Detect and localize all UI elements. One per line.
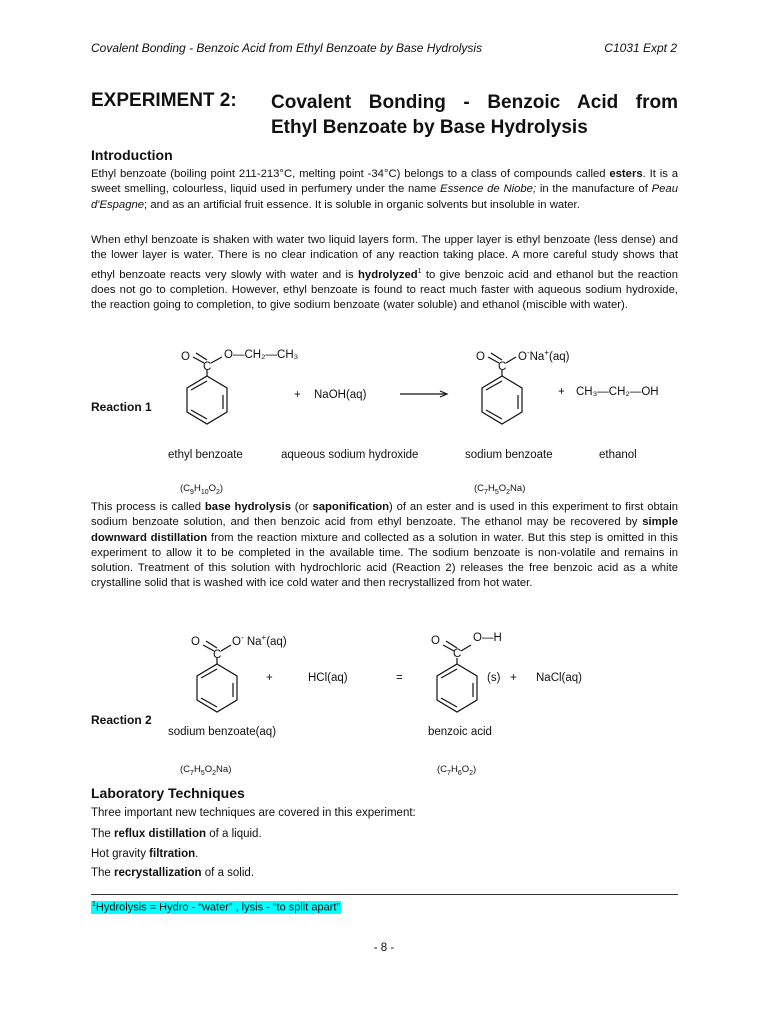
salt2-sodium: Na	[246, 635, 262, 648]
technique-reflux	[91, 828, 262, 840]
t3-pre: The	[91, 867, 115, 879]
f1-c: C	[183, 483, 191, 494]
technique-recrystallization	[91, 867, 254, 879]
ester-carbon: C	[203, 361, 212, 373]
formula-sodium-benzoate: $(C_7H_5O_2Na)$	[474, 483, 526, 496]
f3-o: O	[204, 764, 213, 775]
f4-c: C	[440, 764, 448, 775]
f2-c: C	[477, 483, 485, 494]
p3-bold-distillation: simple downward distillation	[91, 516, 678, 544]
f3-n1: 7	[190, 769, 194, 777]
lab-techniques-heading: Laboratory Techniques	[91, 785, 245, 801]
salt-aq: (aq)	[549, 350, 570, 363]
experiment-title-line2: Ethyl Benzoate by Base Hydrolysis	[271, 117, 588, 138]
t3-bold: recrystallization	[114, 867, 202, 879]
saponification-paragraph	[91, 500, 678, 592]
salt2-oxygen: O	[232, 635, 241, 648]
ester-carbonyl-o: O	[181, 351, 190, 363]
name-aqueous-sodium-hydroxide: aqueous sodium hydroxide	[281, 449, 419, 461]
product-ethanol-formula: CH₃—CH₂—OH	[576, 386, 659, 398]
f3-n2: 5	[200, 769, 205, 777]
reaction1-plus-1: +	[294, 389, 301, 401]
page-number: - 8 -	[373, 942, 395, 954]
acid-hydroxyl-group: O—H	[473, 632, 502, 644]
f3-n3: 2	[212, 769, 217, 777]
reaction1-plus-2: +	[558, 386, 565, 398]
p1-text-g: ; and as an artificial fruit essence. It is soluble in organic solvents but insoluble in water.	[144, 198, 580, 211]
f3-na: Na	[216, 764, 229, 775]
t2-post: .	[195, 848, 199, 860]
t2-pre: Hot gravity	[91, 848, 150, 860]
f4-o: O	[461, 764, 470, 775]
t2-bold: filtration	[149, 848, 196, 860]
reaction2-plus-1: +	[266, 672, 273, 684]
salt2-carbonyl-o: O	[191, 636, 200, 648]
salt-carbon: C	[498, 361, 507, 373]
reagent-naoh: NaOH(aq)	[314, 389, 367, 401]
salt-carbonyl-o: O	[476, 351, 485, 363]
p1-italic-peau: Peau d'Espagne	[91, 183, 678, 211]
f1-n1: 9	[190, 488, 194, 496]
name-sodium-benzoate-aq: sodium benzoate(aq)	[168, 726, 277, 738]
experiment-label: EXPERIMENT 2:	[91, 90, 237, 111]
name-ethanol: ethanol	[599, 449, 637, 461]
reaction2-plus-2: +	[510, 672, 517, 684]
p1-text-a: Ethyl benzoate (boiling point 211-213°C, melting point -34°C) belongs to a class of compounds called	[91, 168, 610, 180]
name-benzoic-acid: benzoic acid	[428, 726, 492, 738]
p1-text-e: in the manufacture of	[536, 183, 652, 196]
salt-negative-charge: -	[526, 348, 530, 357]
salt-positive-charge: +	[544, 348, 549, 357]
solid-state-label: (s)	[487, 672, 501, 684]
f1-n2: 10	[200, 488, 209, 496]
product-nacl: NaCl(aq)	[536, 672, 583, 684]
formula-ethyl-benzoate: $(C_9H_{10}O_2)$	[180, 483, 224, 496]
salt2-anion-group	[232, 633, 287, 648]
f2-na: Na	[510, 483, 523, 494]
p3-bold-saponification: saponification	[312, 501, 390, 513]
t1-bold: reflux distillation	[114, 828, 207, 840]
running-header-title: Covalent Bonding - Benzoic Acid from Ethyl Benzoate by Base Hydrolysis	[91, 41, 483, 55]
p1-bold-esters: esters	[609, 168, 643, 180]
f4-h: H	[450, 764, 458, 775]
f1-n3: 2	[216, 488, 220, 496]
lab-techniques-intro: Three important new techniques are covered in this experiment:	[91, 807, 416, 819]
f2-n3: 2	[506, 488, 511, 496]
f3-h: H	[193, 764, 201, 775]
ester-alkoxy-group: O—CH₂—CH₃	[224, 349, 299, 361]
salt2-negative-charge: -	[240, 633, 244, 642]
p2-text-a: When ethyl benzoate is shaken with water two liquid layers form. The upper layer is ethyl benzoate (less dense) and the lower layer is water. There is no clear indication of any reaction taking place. A more careful study shows that ethyl benzoate reacts very slowly with water and is	[91, 234, 678, 281]
p2-bold-hydrolyzed: hydrolyzed	[358, 268, 418, 281]
experiment-title-line1: Covalent Bonding - Benzoic Acid from	[271, 92, 678, 113]
f4-n2: 6	[457, 769, 462, 777]
salt-sodium: Na	[529, 350, 545, 363]
footnote-separator	[91, 894, 678, 895]
reagent-hcl: HCl(aq)	[308, 672, 348, 684]
p3-text-e: ) of an ester and is used in this experiment to first obtain sodium benzoate solution, and then benzoic acid from ethyl benzoate. The ethanol may be recovered by	[91, 501, 678, 529]
f4-n1: 7	[447, 769, 451, 777]
footnote	[91, 901, 341, 914]
salt2-aq: (aq)	[266, 635, 287, 648]
reaction1-label: Reaction 1	[91, 400, 152, 414]
running-header-course: C1031 Expt 2	[604, 41, 677, 55]
technique-filtration	[91, 848, 198, 860]
formula-sodium-benzoate-2: $(C_7H_5O_2Na)$	[180, 764, 232, 777]
name-ethyl-benzoate: ethyl benzoate	[168, 449, 243, 461]
p1-text-c: . It is a sweet smelling, colourless, liquid used in perfumery under the name	[91, 168, 678, 196]
t1-post: of a liquid.	[206, 828, 262, 840]
reaction-arrow	[400, 391, 447, 397]
reaction2-label: Reaction 2	[91, 713, 152, 727]
p2-footnote-ref: 1	[417, 267, 422, 275]
footnote-marker: 1	[92, 901, 96, 908]
f4-n3: 2	[469, 769, 474, 777]
t3-post: of a solid.	[201, 867, 255, 879]
intro-heading: Introduction	[91, 147, 173, 163]
salt2-carbon: C	[213, 649, 222, 661]
p2-text-c: to give benzoic acid and ethanol but the reaction does not go to completion. However, ethyl benzoate is found to react much faster with aqueous sodium hydroxide, the reaction going to completion, to give sodium benzoate (water soluble) and ethanol (miscible with water).	[91, 268, 678, 311]
salt2-positive-charge: +	[261, 633, 267, 642]
reaction2-equals: =	[396, 672, 403, 684]
acid-carbonyl-o: O	[431, 635, 440, 647]
name-sodium-benzoate: sodium benzoate	[465, 449, 553, 461]
p3-bold-base-hydrolysis: base hydrolysis	[204, 501, 291, 513]
f2-h: H	[487, 483, 495, 494]
acid-carbon: C	[453, 648, 462, 660]
f3-c: C	[183, 764, 191, 775]
salt-anion-group	[518, 348, 569, 363]
f1-h: H	[193, 483, 201, 494]
p3-text-c: (or	[290, 501, 313, 513]
f2-o: O	[498, 483, 507, 494]
footnote-text: Hydrolysis = Hydro - “water” , lysis - “to split apart”	[95, 901, 341, 914]
p3-text-g: from the reaction mixture and collected as a solution in water. But this step is omitted in this experiment to allow it to be completed in the available time. The sodium benzoate is non-volatile and remains in solution. Treatment of this solution with hydrochloric acid (Reaction 2) releases the free benzoic acid as a white crystalline solid that is washed with ice cold water and then recrystallized from hot water.	[91, 531, 678, 590]
p1-italic-essence: Essence de Niobe;	[440, 183, 537, 196]
t1-pre: The	[91, 828, 115, 840]
f2-n1: 7	[484, 488, 488, 496]
p3-text-a: This process is called	[91, 501, 205, 513]
f1-o: O	[208, 483, 217, 494]
formula-benzoic-acid: $(C_7H_6O_2)$	[437, 764, 477, 777]
salt-oxygen: O	[518, 350, 527, 363]
f2-n2: 5	[494, 488, 499, 496]
